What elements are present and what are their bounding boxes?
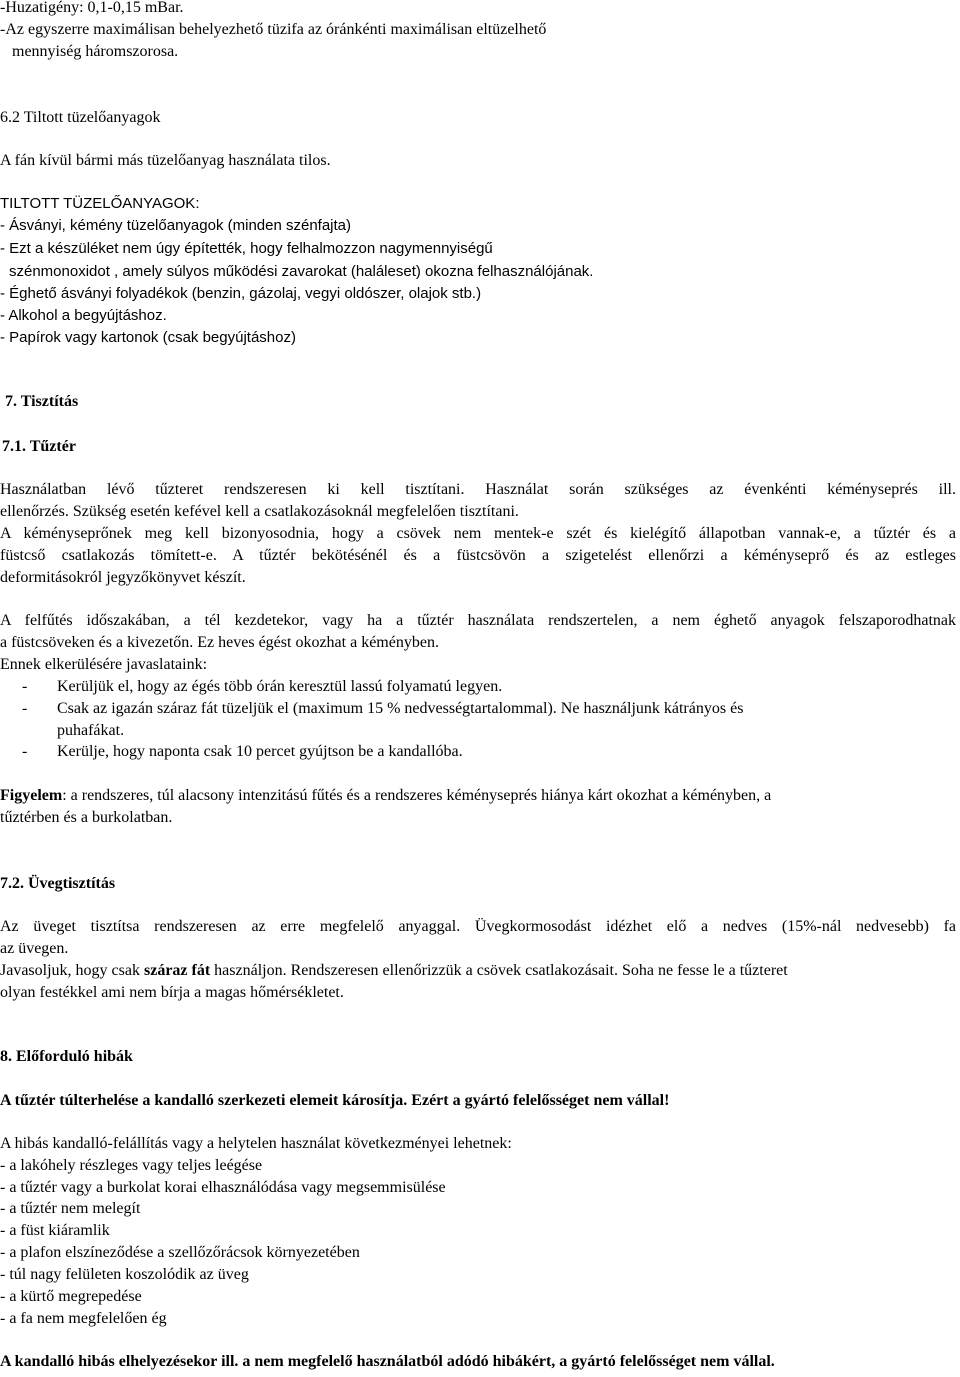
forbidden-item-4: - Alkohol a begyújtáshoz.: [0, 307, 167, 324]
s7-p2-line-1: A kéményseprőnek meg kell bizonyosodnia, hogy a csövek nem mentek-e szét és kielégítő állapotban vannak-e, a tűztér és a: [0, 525, 956, 542]
list-item: - a kürtő megrepedése: [0, 1288, 142, 1305]
forbidden-item-1: - Ásványi, kémény tüzelőanyagok (minden szénfajta): [0, 217, 352, 234]
forbidden-item-3: - Éghető ásványi folyadékok (benzin, gázolaj, vegyi oldószer, olajok stb.): [0, 285, 482, 302]
s72-p1-line-2: az üvegen.: [0, 940, 69, 957]
list-item: [22, 699, 956, 719]
list-dash: -: [22, 678, 28, 695]
s72-p2-line-2: olyan festékkel ami nem bírja a magas hőmérsékletet.: [0, 984, 344, 1001]
s7-warning-line-2: tűztérben és a burkolatban.: [0, 809, 173, 826]
section-8-heading: 8. Előforduló hibák: [0, 1048, 133, 1065]
section-7-2-heading: 7.2. Üvegtisztítás: [0, 875, 116, 892]
s72-p2-text-b: használjon. Rendszeresen ellenőrizzük a csövek csatlakozásait. Soha ne fesse le a tűzteret: [210, 962, 788, 979]
list-item: - a tűztér vagy a burkolat korai elhasználódása vagy megsemmisülése: [0, 1179, 446, 1196]
s7-p2-line-2: füstcső csatlakozás tömített-e. A tűztér bekötésénél és a füstcsövön a szigetelést ellenőrzi a kéményseprő és az estleges: [0, 547, 956, 564]
list-dash: -: [22, 743, 28, 760]
section-7-heading: 7. Tisztítás: [5, 393, 79, 410]
s7-p3-line-1: A felfűtés időszakában, a tél kezdetekor, vagy ha a tűztér használata rendszertelen, a nem éghető anyagok felszaporodhatnak: [0, 612, 956, 629]
section-6-2-text: A fán kívül bármi más tüzelőanyag használata tilos.: [0, 152, 331, 169]
s8-warning: A tűztér túlterhelése a kandalló szerkezeti elemeit károsítja. Ezért a gyártó felelősséget nem vállal!: [0, 1092, 670, 1109]
s72-p2-text-a: Javasoljuk, hogy csak: [0, 962, 144, 979]
list-item: - a tűztér nem melegít: [0, 1200, 141, 1217]
list-item: - a fa nem megfelelően ég: [0, 1310, 167, 1327]
s7-warning-line-1: [0, 786, 956, 806]
max-wood-line-1: -Az egyszerre maximálisan behelyezhető tüzifa az óránkénti maximálisan eltüzelhető: [0, 21, 547, 38]
warning-label: Figyelem: [0, 787, 63, 804]
section-7-1-heading: 7.1. Tűztér: [2, 438, 76, 455]
forbidden-item-2: - Ezt a készüléket nem úgy építették, hogy felhalmozzon nagymennyiségű: [0, 240, 493, 257]
list-item: - a füst kiáramlik: [0, 1222, 110, 1239]
s72-p2-bold: száraz fát: [143, 962, 211, 979]
list-item-cont: puhafákat.: [57, 722, 125, 739]
s8-intro: A hibás kandalló-felállítás vagy a helytelen használat következményei lehetnek:: [0, 1135, 512, 1152]
forbidden-item-5: - Papírok vagy kartonok (csak begyújtáshoz): [0, 329, 296, 346]
s72-p1-line-1: Az üveget tisztítsa rendszeresen az erre megfelelő anyaggal. Üvegkormosodást idézhet elő a nedves (15%-nál nedvesebb) fa: [0, 918, 956, 935]
s7-p1-line-1: Használatban lévő tűzteret rendszeresen ki kell tisztítani. Használat során szükséges az évenkénti kéményseprés ill.: [0, 481, 956, 498]
list-item: - túl nagy felületen koszolódik az üveg: [0, 1266, 249, 1283]
list-item: - a lakóhely részleges vagy teljes leégése: [0, 1157, 263, 1174]
max-wood-line-2: mennyiség háromszorosa.: [12, 43, 179, 60]
draft-requirement-line: -Huzatigény: 0,1-0,15 mBar.: [0, 0, 184, 16]
list-item: [22, 742, 463, 762]
s7-p3-line-2: a füstcsöveken és a kivezetőn. Ez heves égést okozhat a kéményben.: [0, 634, 439, 651]
list-item: - a plafon elszíneződése a szellőzőrácsok környezetében: [0, 1244, 360, 1261]
list-item-text: Kerüljük el, hogy az égés több órán keresztül lassú folyamatú legyen.: [57, 678, 503, 695]
s7-p2-line-3: deformitásokról jegyzőkönyvet készít.: [0, 569, 246, 586]
list-item: [22, 677, 502, 697]
list-dash: -: [22, 700, 28, 717]
s7-p1-line-2: ellenőrzés. Szükség esetén kefével kell a csatlakozásoknál megfelelően tisztítani.: [0, 503, 519, 520]
s8-final-statement: A kandalló hibás elhelyezésekor ill. a nem megfelelő használatból adódó hibákért, a gyártó felelősséget nem vállal.: [0, 1353, 775, 1370]
warning-text: : a rendszeres, túl alacsony intenzitású fűtés és a rendszeres kéményseprés hiánya kárt okozhat a kéményben, a: [62, 787, 772, 804]
forbidden-fuels-title: TILTOTT TÜZELŐANYAGOK:: [0, 195, 200, 212]
list-item-text: Csak az igazán száraz fát tüzeljük el (maximum 15 % nedvességtartalommal). Ne használjunk kátrányos és: [57, 700, 744, 717]
list-item-text: Kerülje, hogy naponta csak 10 percet gyújtson be a kandallóba.: [57, 743, 463, 760]
forbidden-item-2-cont: szénmonoxidot , amely súlyos működési zavarokat (haláleset) okozna felhasználójának.: [9, 263, 594, 280]
s72-p2-line-1: [0, 961, 788, 981]
section-6-2-heading: 6.2 Tiltott tüzelőanyagok: [0, 109, 161, 126]
s7-recommendations-intro: Ennek elkerülésére javaslataink:: [0, 656, 208, 673]
